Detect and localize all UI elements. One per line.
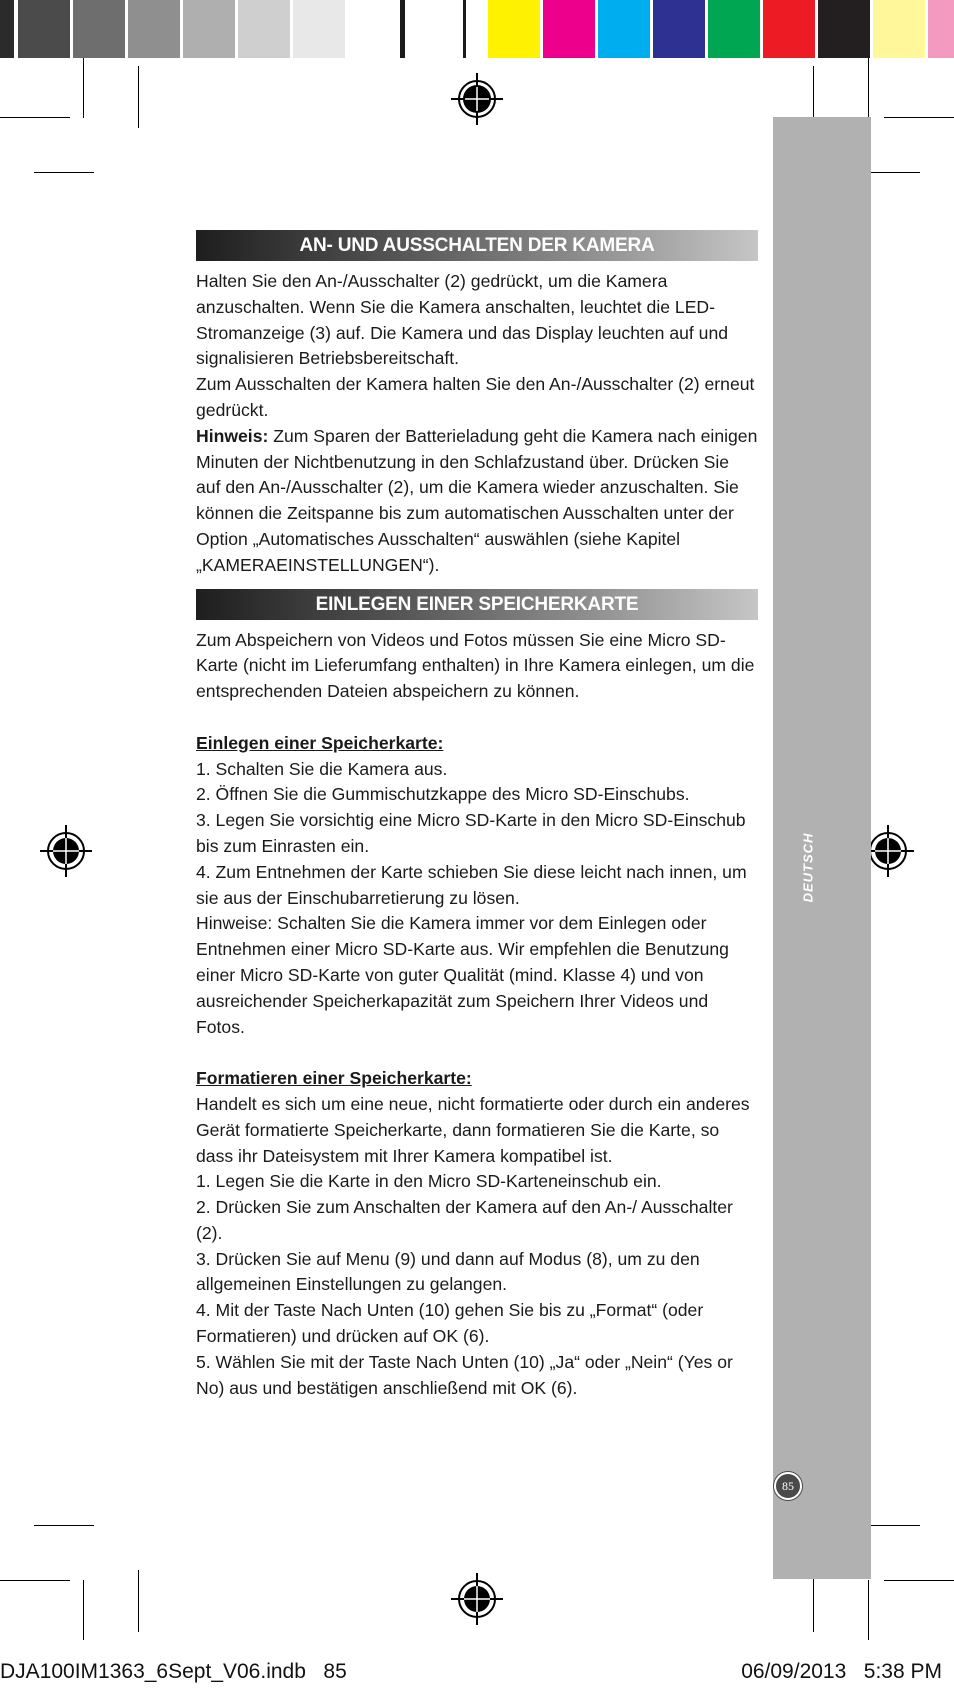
language-label: DEUTSCH [800,832,816,903]
list-item: 4. Mit der Taste Nach Unten (10) gehen Sie bis zu „Format“ (oder Formatieren) und drücken auf OK (6). [196,1300,704,1347]
crop-mark [0,1580,70,1581]
registration-mark-icon [40,825,92,877]
subsection-title: Formatieren einer Speicherkarte: [196,1068,472,1089]
note-paragraph: Hinweise: Schalten Sie die Kamera immer vor dem Einlegen oder Entnehmen einer Micro SD-Karte aus. Wir empfehlen die Benutzung einer Micro SD-Karte von guter Qualität (mind. Klasse 4) und von ausreichender Speicherkapazität zum Speichern Ihrer Videos und Fotos. [196,913,729,1037]
divider [400,0,405,58]
list-item: 1. Schalten Sie die Kamera aus. [196,758,448,779]
list-item: 2. Öffnen Sie die Gummischutzkappe des Micro SD-Einschubs. [196,784,690,805]
swatch [653,0,705,58]
crop-mark [813,1570,814,1632]
swatch [293,0,345,58]
list-item: 1. Legen Sie die Karte in den Micro SD-Karteneinschub ein. [196,1171,662,1192]
print-datetime: 06/09/2013 5:38 PM [741,1660,942,1683]
spacer [196,1040,758,1066]
swatch [763,0,815,58]
crop-mark [34,172,94,173]
crop-mark [138,1570,139,1632]
crop-mark [868,1580,869,1640]
crop-mark [884,1580,954,1581]
paragraph: Zum Abspeichern von Videos und Fotos müssen Sie eine Micro SD-Karte (nicht im Lieferumfang enthalten) in Ihre Kamera einlegen, um die entsprechenden Dateien abspeichern zu können. [196,629,755,702]
note-paragraph [196,424,758,579]
note-text: Zum Sparen der Batterieladung geht die Kamera nach einigen Minuten der Nichtbenutzung in den Schlafzustand über. Drücken Sie auf den An-/Ausschalter (2), um die Kamera wieder anzuschalten. Sie können die Zeitspanne bis zum automatischen Ausschalten unter der Option „Automatisches Ausschalten“ auswählen (siehe Kapitel „KAMERAEINSTELLUNGEN“). [196,425,758,575]
swatch [238,0,290,58]
swatch [73,0,125,58]
swatch [488,0,540,58]
color-calibration-strip [0,0,954,58]
language-side-tab [773,117,871,1579]
swatch [818,0,870,58]
swatch [0,0,14,58]
registration-mark-icon [451,73,503,125]
crop-mark [868,58,869,118]
crop-mark [138,66,139,128]
crop-mark [83,58,84,118]
section-heading: EINLEGEN EINER SPEICHERKARTE [196,589,758,620]
section-heading: AN- UND AUSSCHALTEN DER KAMERA [196,230,758,261]
crop-mark [884,117,954,118]
swatch [183,0,235,58]
list-item: 4. Zum Entnehmen der Karte schieben Sie diese leicht nach innen, um sie aus der Einschubarretierung zu lösen. [196,861,747,908]
subsection-title: Einlegen einer Speicherkarte: [196,732,444,753]
list-item: 3. Legen Sie vorsichtig eine Micro SD-Karte in den Micro SD-Einschub bis zum Einrasten ein. [196,810,746,856]
swatch [128,0,180,58]
swatch [873,0,925,58]
paragraph: Zum Ausschalten der Kamera halten Sie den An-/Ausschalter (2) erneut gedrückt. [196,374,755,420]
swatch [348,0,400,58]
swatch [543,0,595,58]
file-slug: DJA100IM1363_6Sept_V06.indb 85 [0,1660,347,1683]
list-item: 2. Drücken Sie zum Anschalten der Kamera auf den An-/ Ausschalter (2). [196,1197,733,1243]
paragraph: Handelt es sich um eine neue, nicht formatierte oder durch ein anderes Gerät formatierte Speicherkarte, dann formatieren Sie die Karte, so dass ihr Dateisystem mit Ihrer Kamera kompatibel ist. [196,1093,750,1166]
crop-mark [0,117,70,118]
paragraph: Halten Sie den An-/Ausschalter (2) gedrückt, um die Kamera anzuschalten. Wenn Sie die Kamera anschalten, leuchtet die LED-Stromanzeige (3) auf. Die Kamera und das Display leuchten auf und signalisieren Betriebsbereitschaft. [196,271,729,369]
swatch [928,0,954,58]
list-item: 5. Wählen Sie mit der Taste Nach Unten (10) „Ja“ oder „Nein“ (Yes or No) aus und bestätigen anschließend mit OK (6). [196,1351,733,1398]
list-item: 3. Drücken Sie auf Menu (9) und dann auf Modus (8), um zu den allgemeinen Einstellungen zu gelangen. [196,1248,700,1295]
swatch [18,0,70,58]
crop-mark [34,1525,94,1526]
registration-mark-icon [451,1573,503,1625]
spacer [196,705,758,731]
crop-mark [83,1580,84,1640]
page-content [196,230,758,1401]
swatch [708,0,760,58]
divider [463,0,466,58]
note-label: Hinweis: [196,425,269,446]
swatch [598,0,650,58]
page-number: 85 [774,1472,802,1500]
